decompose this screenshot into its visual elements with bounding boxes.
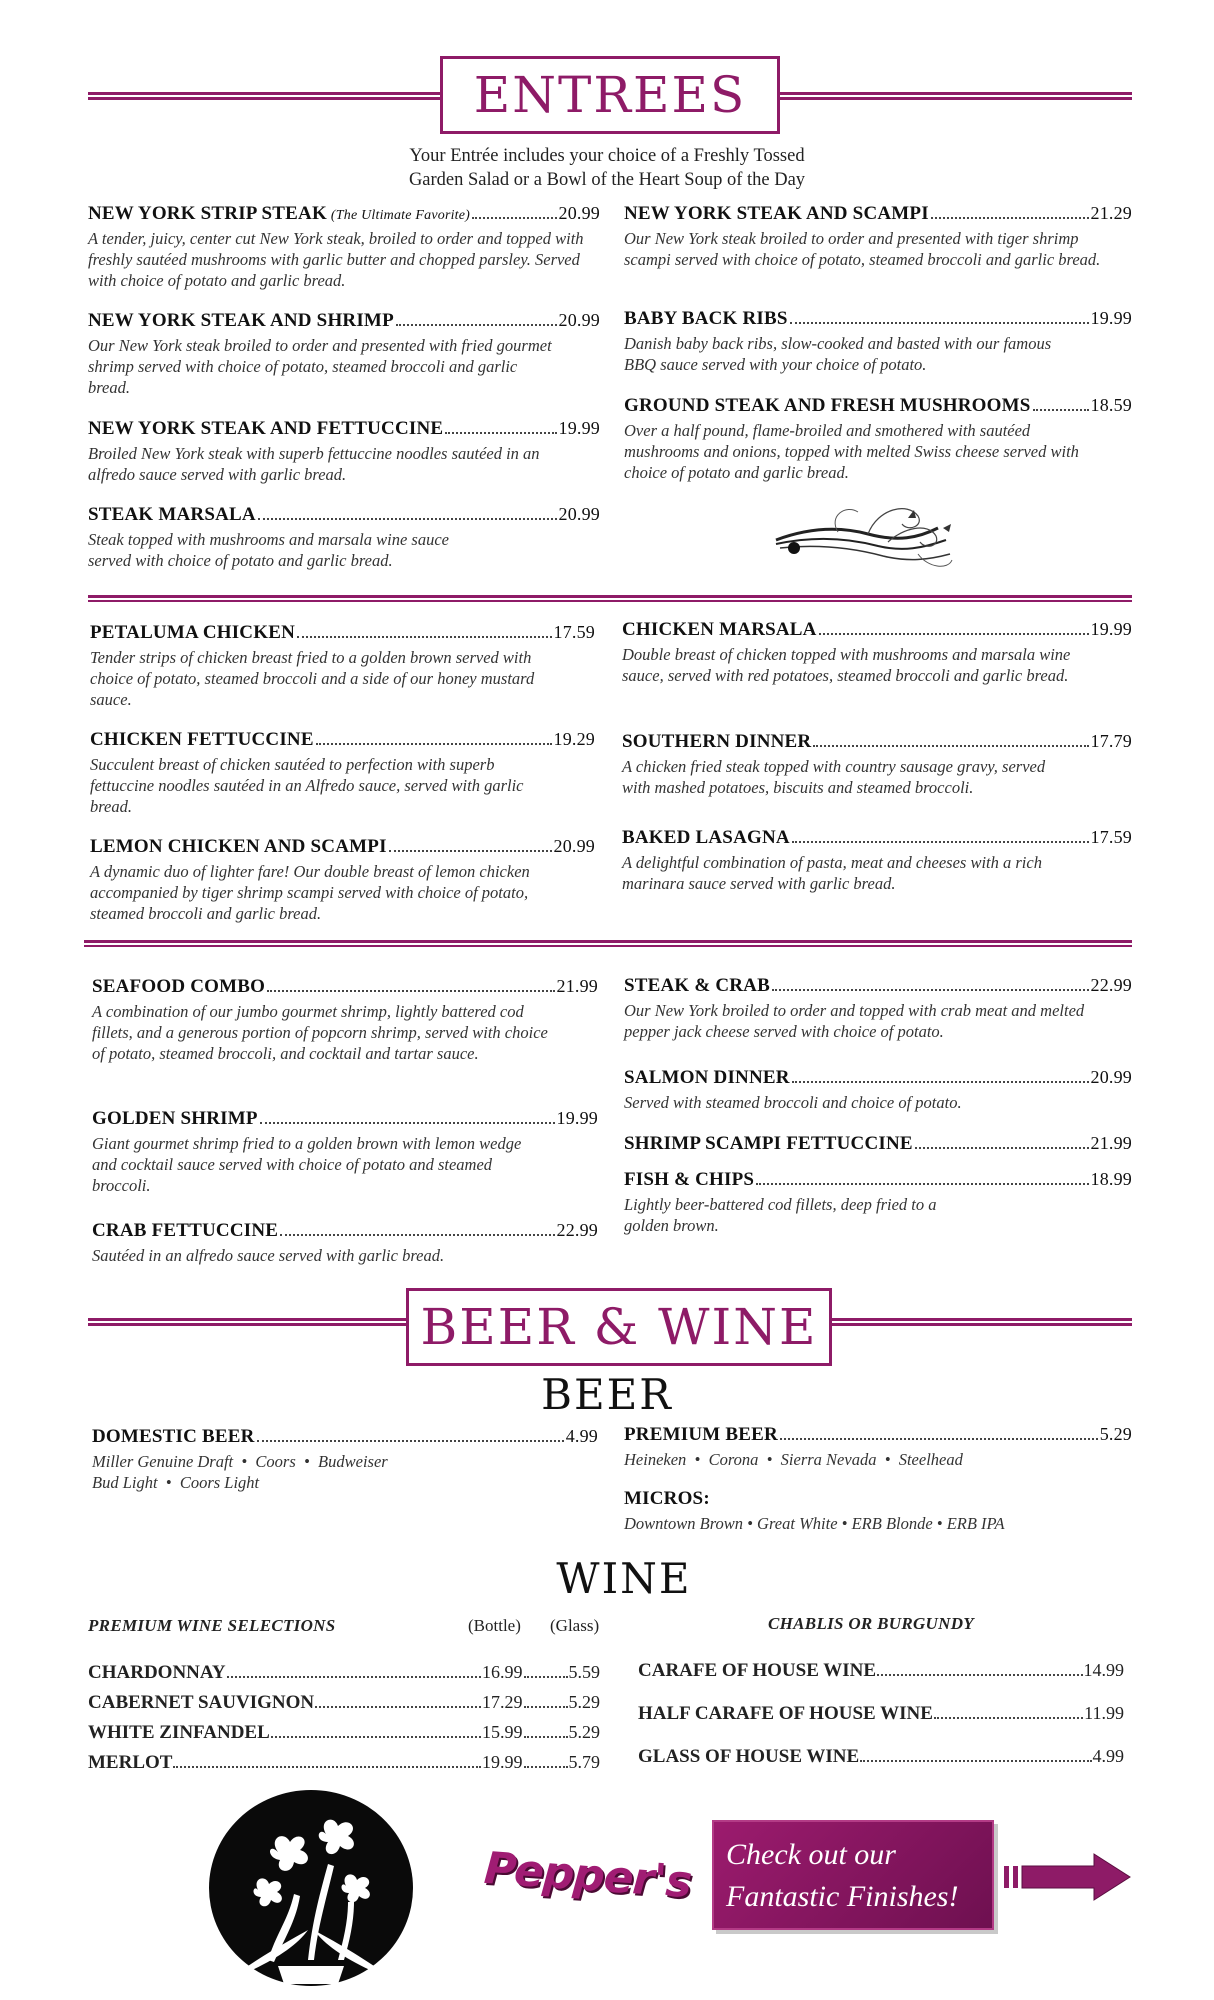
menu-item [88,504,600,571]
item-desc: A tender, juicy, center cut New York steak, broiled to order and topped with freshly sautéed mushrooms with garlic butter and chopped parsley. Served with choice of potato and garlic bread. [88,229,584,290]
item-desc: Lightly beer-battered cod fillets, deep fried to a golden brown. [624,1195,937,1235]
item-price: 20.99 [1090,1067,1132,1087]
beer-domestic [92,1426,598,1493]
wine-glass-price: 5.79 [568,1752,600,1772]
house-wine-price: 14.99 [1083,1660,1124,1680]
item-desc: Danish baby back ribs, slow-cooked and basted with our famous BBQ sauce served with your choice of potato. [624,334,1052,374]
item-price: 17.59 [553,622,595,642]
menu-item [90,836,595,924]
item-price: 18.99 [1090,1169,1132,1189]
item-desc: Double breast of chicken topped with mushrooms and marsala wine sauce, served with red potatoes, steamed broccoli and garlic bread. [622,645,1071,685]
item-desc: A delightful combination of pasta, meat and cheeses with a rich marinara sauce served with garlic bread. [622,853,1042,893]
item-price: 21.99 [1090,1133,1132,1153]
item-desc: Our New York steak broiled to order and presented with fried gourmet shrimp served with choice of potato, steamed broccoli and garlic bread. [88,336,552,397]
item-desc: Our New York steak broiled to order and presented with tiger shrimp scampi served with choice of potato, steamed broccoli and garlic bread. [624,229,1101,269]
beer-wine-rule-right [830,1318,1132,1326]
wine-glass-price: 5.29 [568,1722,600,1742]
item-name: STEAK MARSALA [88,504,256,525]
wine-bottle-price: 16.99 [482,1662,523,1682]
item-name: MICROS: [624,1488,710,1509]
item-name: NEW YORK STRIP STEAK [88,203,327,224]
peppers-brand-logo: Pepper's [482,1842,693,1909]
item-price: 19.99 [1090,308,1132,328]
item-name: PREMIUM BEER [624,1424,778,1445]
entrees-intro-line2: Garden Salad or a Bowl of the Heart Soup of the Day [408,170,806,190]
item-name: NEW YORK STEAK AND SHRIMP [88,310,394,331]
item-desc: Served with steamed broccoli and choice of potato. [624,1093,962,1112]
item-name: SALMON DINNER [624,1067,790,1088]
menu-item [624,1169,1132,1236]
wine-bottle-price: 19.99 [482,1752,523,1772]
menu-item [90,729,595,817]
item-desc: A combination of our jumbo gourmet shrimp, lightly battered cod fillets, and a generous portion of popcorn shrimp, served with choice of potato, steamed broccoli, and cocktail and tartar sauce. [92,1002,548,1063]
wine-name: CABERNET SAUVIGNON [88,1692,315,1713]
item-desc: Tender strips of chicken breast fried to a golden brown served with choice of potato, steamed broccoli and a side of our honey mustard sauce. [90,648,535,709]
section-divider [88,595,1132,602]
wine-row [88,1692,600,1714]
beer-list: Bud Light • Coors Light [92,1473,260,1492]
orchid-logo-icon [208,1790,414,1990]
house-wine-price: 4.99 [1092,1746,1124,1766]
item-name: CHICKEN FETTUCCINE [90,729,314,750]
menu-item [88,203,600,291]
entrees-title: ENTREES [473,66,747,124]
house-wine-row [638,1746,1124,1768]
item-desc: A dynamic duo of lighter fare! Our double breast of lemon chicken accompanied by tiger shrimp scampi served with choice of potato, steamed broccoli and garlic bread. [90,862,530,923]
beer-list: Heineken • Corona • Sierra Nevada • Steelhead [624,1450,963,1469]
menu-item [92,976,598,1064]
beer-title: BEER [541,1370,673,1419]
wine-name: MERLOT [88,1752,173,1773]
beer-list: Miller Genuine Draft • Coors • Budweiser [92,1452,388,1471]
beer-wine-title: BEER & WINE [420,1298,818,1356]
premium-wine-heading: PREMIUM WINE SELECTIONS [88,1616,336,1635]
entrees-rule-left [88,92,442,100]
entrees-banner [440,56,780,134]
item-name: FISH & CHIPS [624,1169,755,1190]
beer-wine-rule-left [88,1318,410,1326]
item-price: 19.29 [553,729,595,749]
item-desc: Broiled New York steak with superb fettuccine noodles sautéed in an alfredo sauce served with garlic bread. [88,444,540,484]
swirl-ornament-icon [768,498,958,578]
item-name: BAKED LASAGNA [622,827,790,848]
menu-item [88,310,600,398]
item-name: GOLDEN SHRIMP [92,1108,258,1129]
entrees-rule-right [778,92,1132,100]
item-name: NEW YORK STEAK AND FETTUCCINE [88,418,444,439]
item-price: 22.99 [556,1220,598,1240]
item-name: NEW YORK STEAK AND SCAMPI [624,203,929,224]
item-desc: Succulent breast of chicken sautéed to perfection with superb fettuccine noodles sautéed in an Alfredo sauce, served with garlic bread. [90,755,524,816]
beer-list: Downtown Brown • Great White • ERB Blonde • ERB IPA [624,1514,1005,1533]
item-price: 19.99 [556,1108,598,1128]
item-price: 18.59 [1090,395,1132,415]
item-desc: Over a half pound, flame-broiled and smothered with sautéed mushrooms and onions, topped with melted Swiss cheese served with choice of potato and garlic bread. [624,421,1079,482]
wine-title: WINE [556,1554,692,1603]
item-name: SHRIMP SCAMPI FETTUCCINE [624,1133,913,1154]
fantastic-finishes-banner[interactable] [712,1820,994,1930]
item-name: CRAB FETTUCCINE [92,1220,279,1241]
wine-row [88,1722,600,1744]
glass-column-label: (Glass) [550,1616,600,1635]
item-desc: Giant gourmet shrimp fried to a golden brown with lemon wedge and cocktail sauce served with choice of potato and steamed broccoli. [92,1134,522,1195]
item-name: SOUTHERN DINNER [622,731,812,752]
menu-item [622,731,1132,798]
item-price: 20.99 [553,836,595,856]
item-price: 21.99 [556,976,598,996]
menu-item [88,418,600,485]
item-price: 20.99 [558,310,600,330]
wine-glass-price: 5.59 [568,1662,600,1682]
item-desc: Sautéed in an alfredo sauce served with garlic bread. [92,1246,445,1265]
wine-bottle-price: 15.99 [482,1722,523,1742]
item-name: BABY BACK RIBS [624,308,788,329]
beer-micros [624,1488,1132,1534]
wine-glass-price: 5.29 [568,1692,600,1712]
menu-item [624,395,1132,483]
menu-item [622,827,1132,894]
item-price: 22.99 [1090,975,1132,995]
menu-item [622,619,1132,686]
house-wine-name: CARAFE OF HOUSE WINE [638,1660,877,1681]
item-price: 20.99 [558,203,600,223]
item-price: 21.29 [1090,203,1132,223]
bottle-column-label: (Bottle) [468,1616,521,1635]
menu-item [92,1220,598,1266]
menu-item [92,1108,598,1196]
item-name: CHICKEN MARSALA [622,619,817,640]
item-price: 19.99 [558,418,600,438]
wine-bottle-price: 17.29 [482,1692,523,1712]
wine-name: CHARDONNAY [88,1662,226,1683]
menu-item [90,622,595,710]
item-name: SEAFOOD COMBO [92,976,266,997]
item-desc: Our New York broiled to order and topped with crab meat and melted pepper jack cheese served with choice of potato. [624,1001,1085,1041]
cta-line1: Check out our [726,1838,896,1871]
house-wine-price: 11.99 [1084,1703,1124,1723]
item-name: STEAK & CRAB [624,975,770,996]
house-wine-name: HALF CARAFE OF HOUSE WINE [638,1703,933,1724]
item-price: 17.59 [1090,827,1132,847]
menu-item [624,1067,1132,1113]
item-price: 20.99 [558,504,600,524]
item-note: (The Ultimate Favorite) [330,208,471,223]
entrees-intro-line1: Your Entrée includes your choice of a Freshly Tossed [409,146,805,166]
item-price: 17.79 [1090,731,1132,751]
item-price: 4.99 [565,1426,598,1446]
beer-wine-banner [406,1288,832,1366]
item-desc: A chicken fried steak topped with country sausage gravy, served with mashed potatoes, biscuits and steamed broccoli. [622,757,1046,797]
cta-line2: Fantastic Finishes! [726,1880,959,1913]
menu-item [624,1133,1132,1155]
menu-item [624,308,1132,375]
item-name: GROUND STEAK AND FRESH MUSHROOMS [624,395,1031,416]
item-name: PETALUMA CHICKEN [90,622,296,643]
entrees-intro [0,144,1214,192]
house-wine-row [638,1703,1124,1725]
menu-item [624,975,1132,1042]
beer-premium [624,1424,1132,1470]
section-divider [84,940,1132,947]
item-name: LEMON CHICKEN AND SCAMPI [90,836,387,857]
house-wine-name: GLASS OF HOUSE WINE [638,1746,860,1767]
arrow-right-icon[interactable] [1004,1852,1134,1902]
item-price: 5.29 [1099,1424,1132,1444]
item-name: DOMESTIC BEER [92,1426,255,1447]
wine-row [88,1752,600,1774]
wine-row [88,1662,600,1684]
item-price: 19.99 [1090,619,1132,639]
wine-name: WHITE ZINFANDEL [88,1722,270,1743]
house-wine-row [638,1660,1124,1682]
menu-item [624,203,1132,270]
house-wine-heading: CHABLIS OR BURGUNDY [768,1614,974,1633]
item-desc: Steak topped with mushrooms and marsala wine sauce served with choice of potato and garlic bread. [88,530,449,570]
